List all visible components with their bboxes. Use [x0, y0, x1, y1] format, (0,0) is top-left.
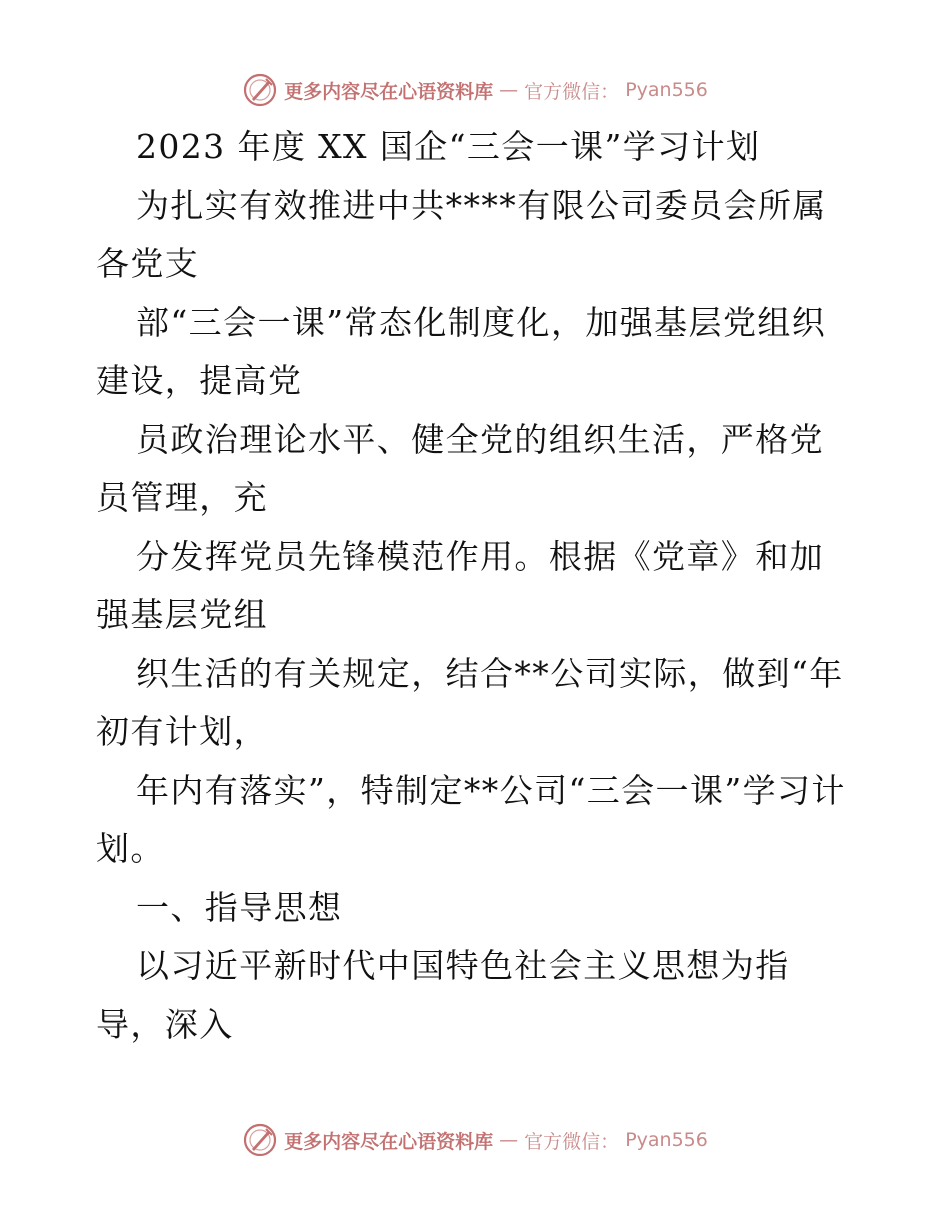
document-body — [96, 118, 856, 1054]
watermark-separator: — — [499, 1129, 519, 1151]
paragraph-1: 为扎实有效推进中共****有限公司委员会所属各党支 — [96, 185, 827, 283]
section-paragraph: 以习近平新时代中国特色社会主义思想为指导，深入 — [96, 946, 790, 1044]
paragraph-3: 员政治理论水平、健全党的组织生活，严格党员管理，充 — [96, 419, 824, 517]
watermark-secondary-text: 官方微信： — [524, 80, 620, 103]
quill-seal-icon — [242, 72, 278, 108]
quill-seal-icon — [242, 1122, 278, 1158]
watermark-main-text: 更多内容尽在心语资料库 — [284, 80, 494, 103]
paragraph-2: 部“三会一课”常态化制度化，加强基层党组织建设，提高党 — [96, 302, 827, 400]
paragraph-5: 织生活的有关规定，结合**公司实际，做到“年初有计划， — [96, 653, 844, 751]
paragraph-6: 年内有落实”，特制定**公司“三会一课”学习计划。 — [96, 770, 846, 868]
footer-watermark — [0, 1120, 950, 1160]
header-watermark — [0, 70, 950, 110]
watermark-main-text: 更多内容尽在心语资料库 — [284, 1130, 494, 1153]
watermark-handle: Pyan556 — [625, 79, 708, 101]
paragraph-4: 分发挥党员先锋模范作用。根据《党章》和加强基层党组 — [96, 536, 824, 634]
watermark-separator: — — [499, 79, 519, 101]
watermark-secondary-text: 官方微信： — [524, 1130, 620, 1153]
section-heading: 一、指导思想 — [136, 887, 343, 927]
watermark-handle: Pyan556 — [625, 1129, 708, 1151]
document-title: 2023 年度 XX 国企“三会一课”学习计划 — [136, 127, 761, 166]
